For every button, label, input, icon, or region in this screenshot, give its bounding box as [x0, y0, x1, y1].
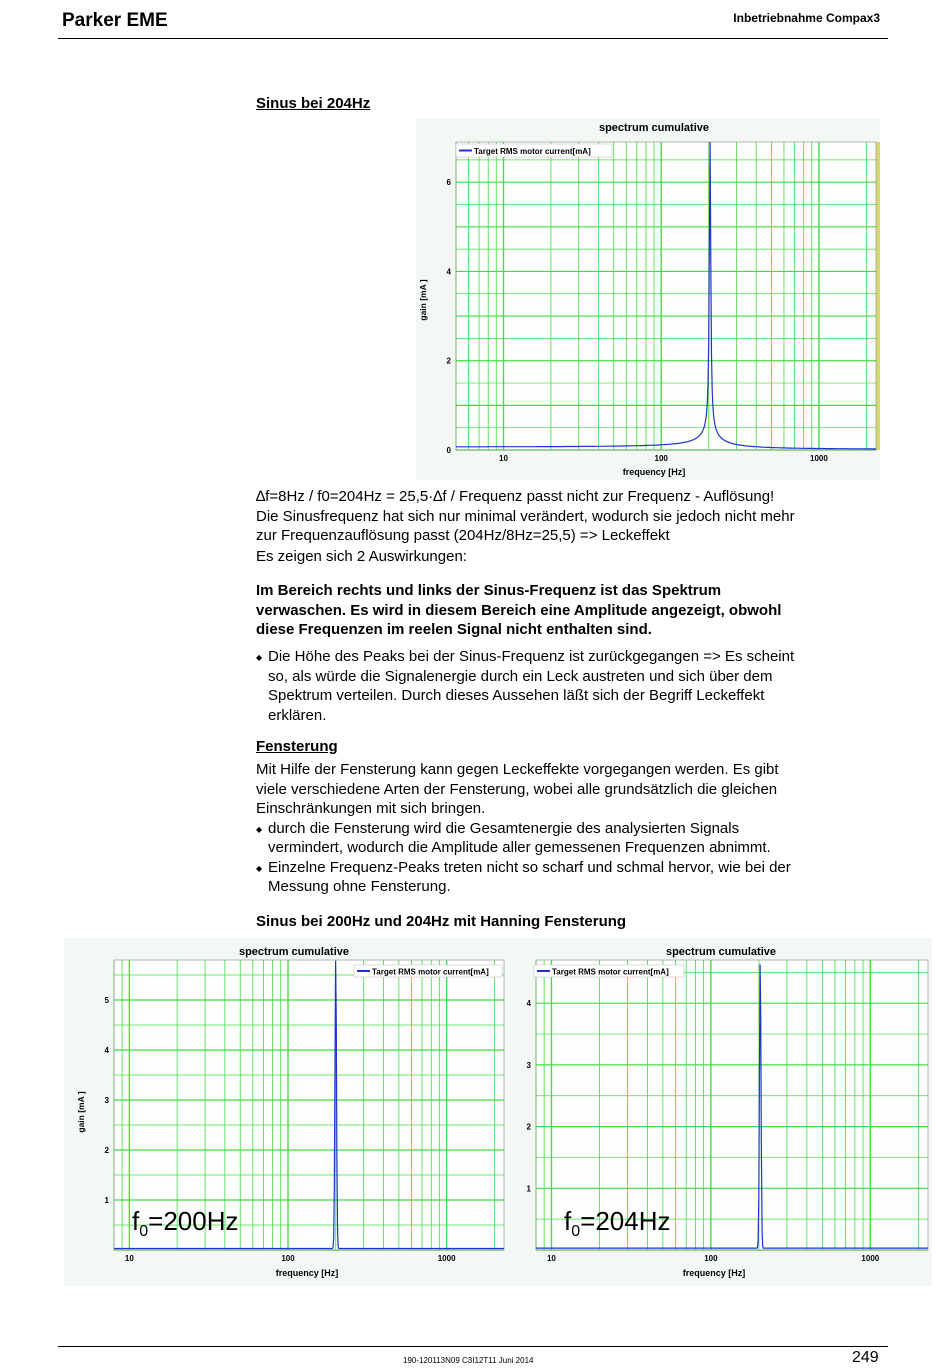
spectrum-chart-204hz [416, 118, 880, 480]
y-axis-label: gain [mA ] [418, 279, 428, 321]
x-tick-label: 100 [281, 1254, 295, 1263]
legend-label: Target RMS motor current[mA] [372, 967, 489, 977]
x-axis-label: frequency [Hz] [682, 1268, 746, 1278]
y-tick-label: 6 [446, 178, 451, 188]
annotation-f0: $f_0=204Hz$ [564, 1206, 671, 1240]
bullet-peak-line2: so, als würde die Signalenergie durch ein Leck austreten und sich über dem [268, 667, 773, 685]
y-tick-label: 3 [526, 1060, 531, 1070]
y-tick-label: 2 [526, 1122, 531, 1132]
y-tick-label: 5 [104, 996, 109, 1005]
para1-line2: Die Sinusfrequenz hat sich nur minimal verändert, wodurch sie jedoch nicht mehr [256, 507, 795, 525]
spectrum-chart-200hz-hanning [64, 938, 514, 1286]
y-axis-label: gain [mA ] [76, 1091, 86, 1133]
x-tick-label: 1000 [437, 1254, 456, 1263]
x-axis-label: frequency [Hz] [622, 467, 686, 477]
para1-line3: zur Frequenzauflösung passt (204Hz/8Hz=25,5) => Leckeffekt [256, 527, 670, 544]
section-heading-sinus-204: Sinus bei 204Hz [256, 95, 371, 112]
legend-label: Target RMS motor current[mA] [474, 147, 591, 156]
y-tick-label: 0 [446, 446, 451, 455]
x-axis-label: frequency [Hz] [275, 1268, 339, 1278]
section-heading-fensterung: Fensterung [256, 738, 338, 755]
fensterung-line3: Einschränkungen mit sich bringen. [256, 800, 486, 817]
y-tick-label: 3 [104, 1096, 109, 1105]
footer-divider [58, 1346, 888, 1347]
x-tick-label: 1000 [861, 1254, 880, 1263]
page-number: 249 [852, 1349, 879, 1366]
header-left-title: Parker EME [62, 10, 168, 31]
y-tick-label: 4 [104, 1046, 109, 1055]
para1-line4: Es zeigen sich 2 Auswirkungen: [256, 548, 467, 565]
y-tick-label: 4 [526, 999, 531, 1009]
fensterung-bullet-a-line1: ◆ durch die Fensterung wird die Gesamtenergie des analysierten Signals [256, 819, 896, 839]
x-tick-label: 100 [654, 454, 668, 463]
para1-line1: ∆f=8Hz / f0=204Hz = 25,5·∆f / Frequenz passt nicht zur Frequenz - Auflösung! [256, 488, 775, 505]
chart-title: spectrum cumulative [598, 122, 710, 134]
x-tick-label: 10 [499, 454, 508, 463]
bullet-peak-line1: ◆ Die Höhe des Peaks bei der Sinus-Frequenz ist zurückgegangen => Es scheint [256, 647, 896, 667]
plot-area [456, 142, 876, 450]
chart-title: spectrum cumulative [238, 946, 350, 958]
bullet-peak-line3: Spektrum verteilen. Durch dieses Aussehen läßt sich der Begriff Leckeffekt [268, 687, 765, 704]
x-tick-label: 10 [546, 1254, 556, 1263]
bold-para-line3: diese Frequenzen im reelen Signal nicht enthalten sind. [256, 621, 652, 638]
legend-label: Target RMS motor current[mA] [552, 967, 669, 977]
chart-title: spectrum cumulative [665, 946, 777, 958]
fensterung-bullet-b-line2: Messung ohne Fensterung. [268, 878, 451, 895]
header-divider [58, 38, 888, 39]
bold-para-line1: Im Bereich rechts und links der Sinus-Frequenz ist das Spektrum [256, 582, 722, 599]
y-tick-label: 1 [104, 1196, 109, 1205]
section-heading-hanning: Sinus bei 200Hz und 204Hz mit Hanning Fensterung [256, 913, 627, 930]
x-tick-label: 100 [704, 1254, 718, 1263]
annotation-f0: $f_0=200Hz$ [132, 1206, 239, 1240]
y-tick-label: 2 [104, 1146, 109, 1155]
spectrum-chart-204hz-hanning [514, 938, 932, 1286]
fensterung-line1: Mit Hilfe der Fensterung kann gegen Leckeffekte vorgegangen werden. Es gibt [256, 761, 779, 778]
footer-document-code: 190-120113N09 C3I12T11 Juni 2014 [403, 1356, 534, 1365]
y-tick-label: 1 [526, 1184, 531, 1194]
fensterung-bullet-a-line2: vermindert, wodurch die Amplitude aller gemessenen Frequenzen abnimmt. [268, 839, 771, 856]
y-tick-label: 4 [446, 267, 451, 277]
fensterung-bullet-b-line1: ◆ Einzelne Frequenz-Peaks treten nicht so scharf und schmal hervor, wie bei der [256, 858, 896, 878]
x-tick-label: 10 [124, 1254, 134, 1263]
header-right-title: Inbetriebnahme Compax3 [733, 11, 880, 25]
bullet-peak-line4: erklären. [268, 706, 327, 724]
y-tick-label: 2 [446, 356, 451, 366]
bold-para-line2: verwaschen. Es wird in diesem Bereich eine Amplitude angezeigt, obwohl [256, 601, 782, 619]
chart-grid [456, 142, 876, 450]
x-tick-label: 1000 [810, 454, 828, 463]
fensterung-line2: viele verschiedene Arten der Fensterung, wobei alle grundsätzlich die gleichen [256, 780, 778, 798]
